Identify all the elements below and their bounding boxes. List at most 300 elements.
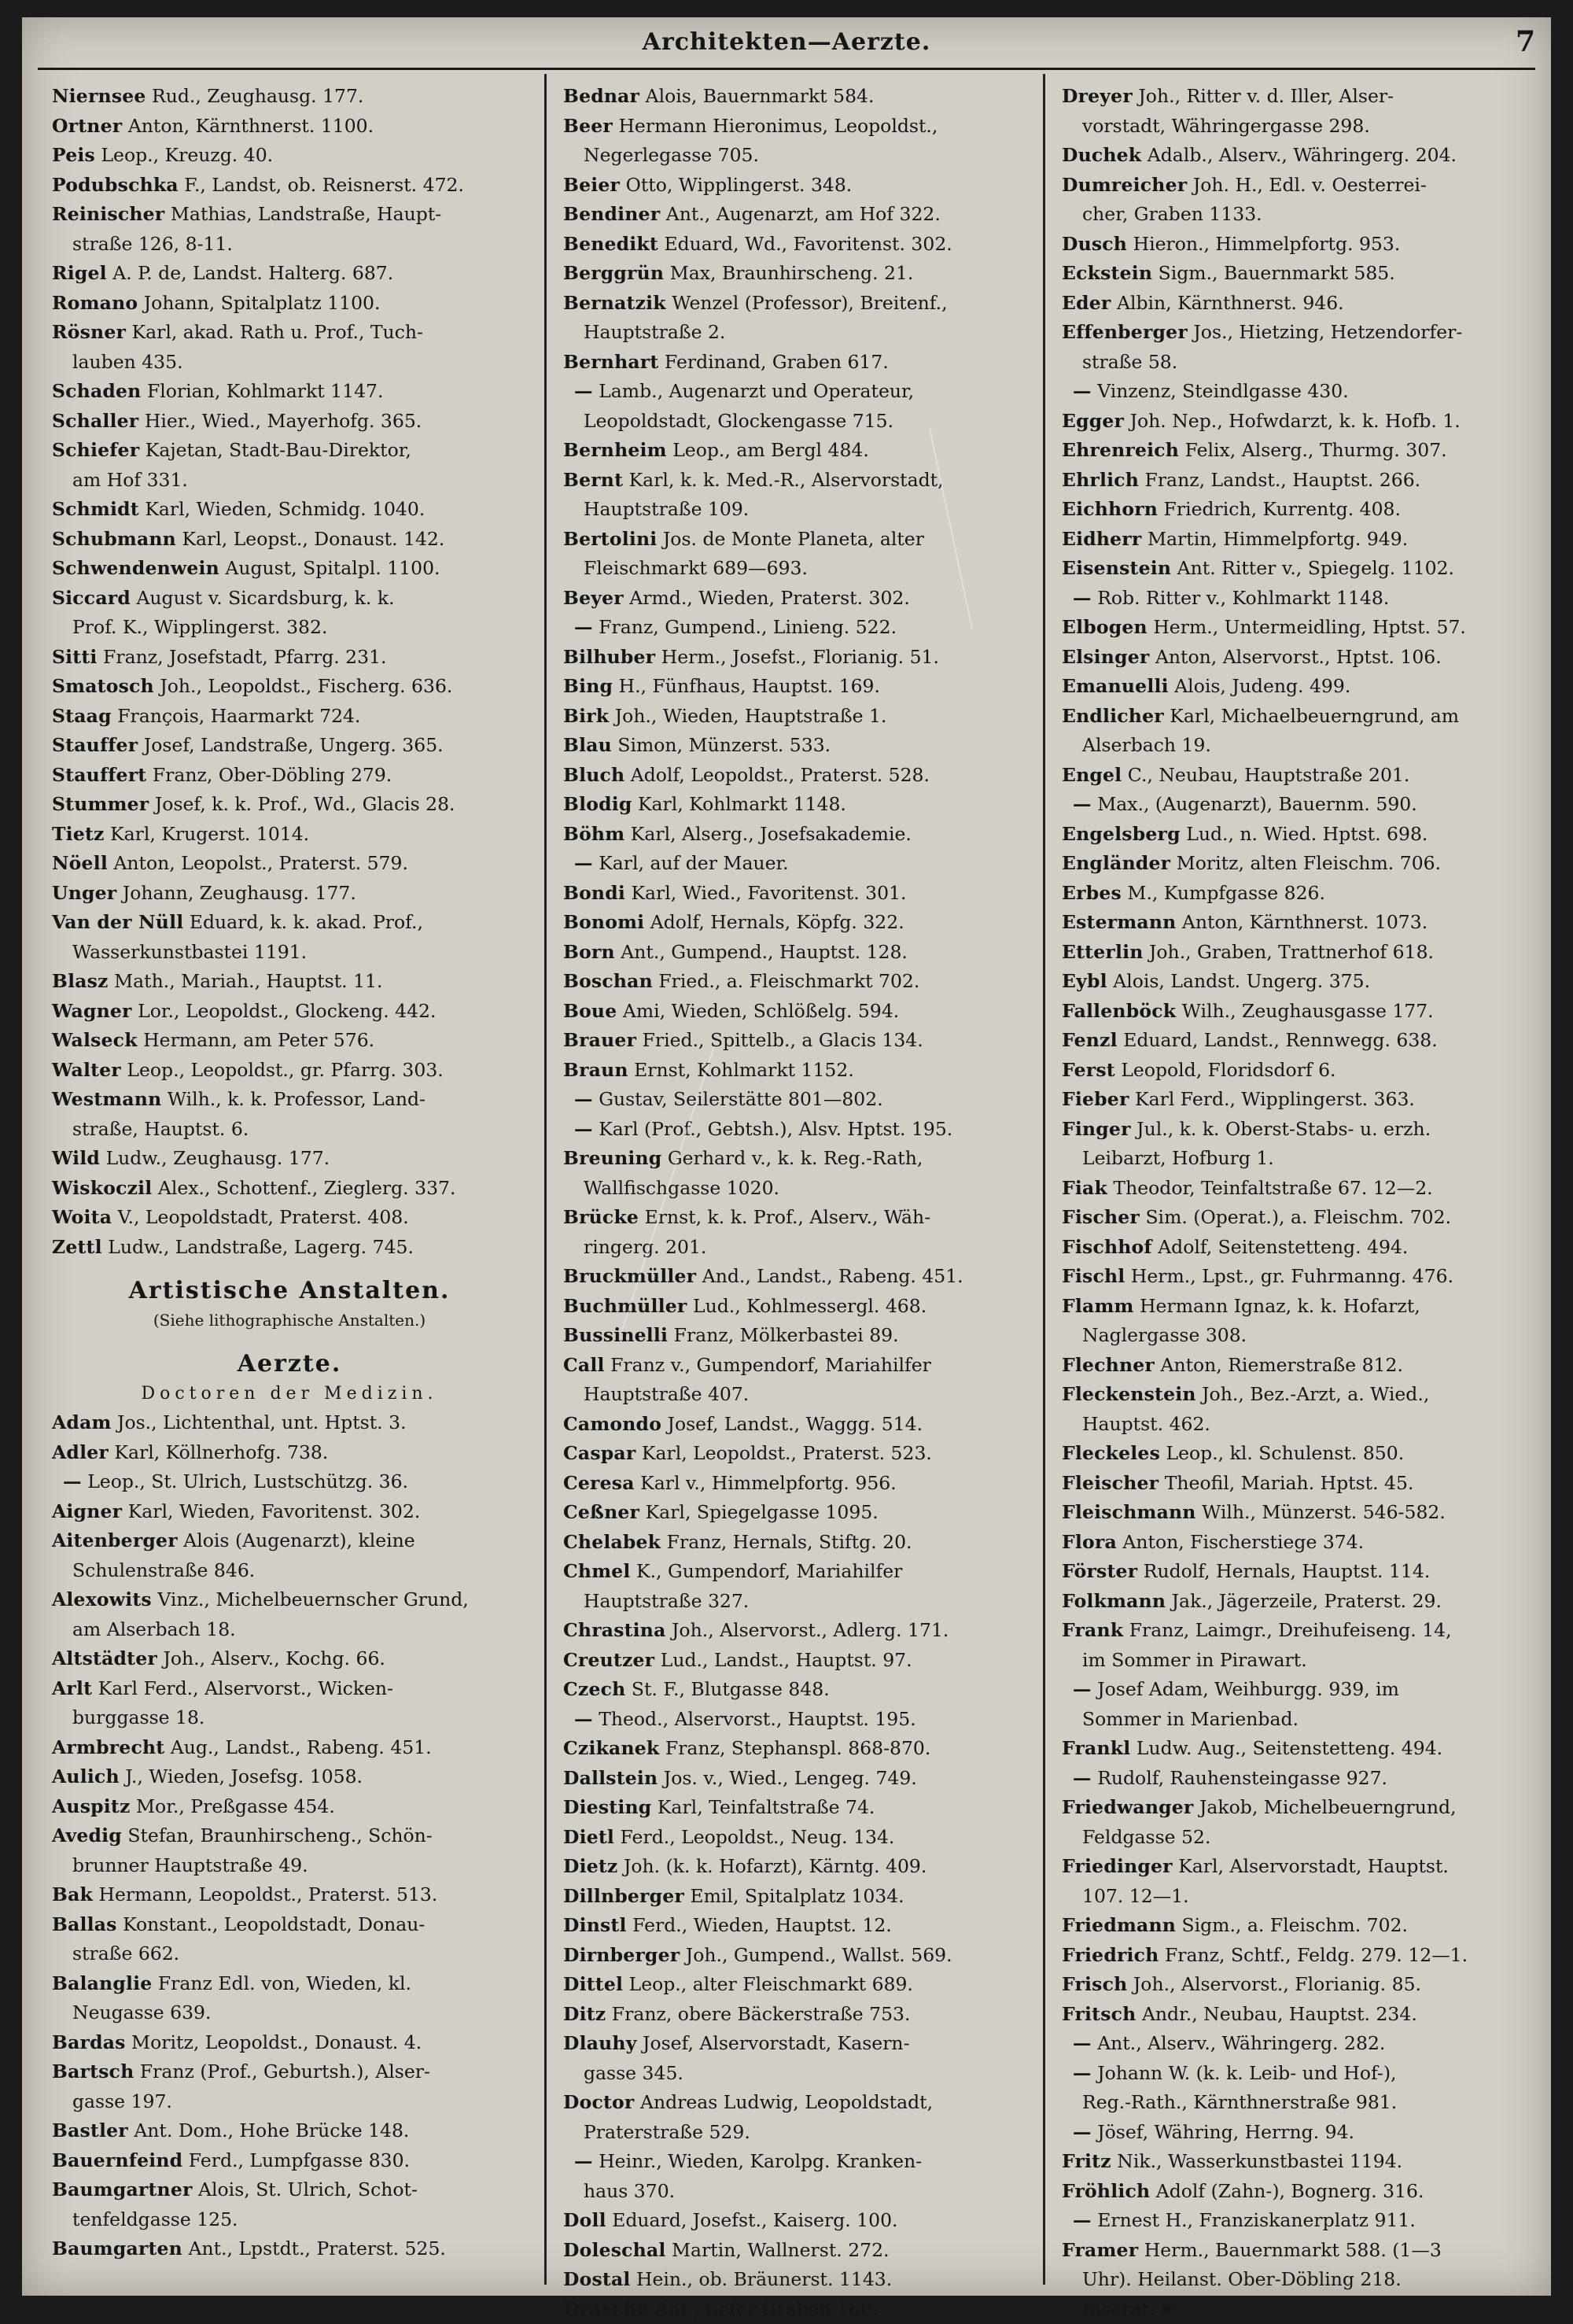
directory-entry: [52, 2175, 527, 2205]
directory-entry: [1062, 1174, 1537, 1204]
entry-details: Andreas Ludwig, Leopoldstadt,: [640, 2091, 933, 2113]
directory-entry: [563, 82, 1038, 112]
directory-entry: [1062, 1233, 1537, 1263]
entry-details: Emil, Spitalplatz 1034.: [690, 1885, 904, 1907]
entry-details: August, Spitalpl. 1100.: [225, 557, 440, 579]
entry-surname: Caspar: [563, 1442, 635, 1464]
directory-entry: [1062, 1351, 1537, 1381]
directory-entry: [52, 2057, 527, 2087]
entry-details: Jösef, Währing, Herrng. 94.: [1097, 2121, 1354, 2143]
directory-entry: [1062, 908, 1537, 938]
entry-details: Eduard, Landst., Rennwegg. 638.: [1123, 1029, 1438, 1051]
entry-surname: Fischhof: [1062, 1236, 1152, 1258]
directory-entry: [563, 790, 1038, 820]
entry-details: Moritz, Leopoldst., Donaust. 4.: [131, 2031, 422, 2053]
section-heading: Artistische Anstalten.: [52, 1276, 527, 1306]
entry-details: Sigm., Bauernmarkt 585.: [1159, 262, 1395, 284]
entry-surname: —: [1073, 1678, 1092, 1700]
entry-details: Adolf, Leopoldst., Praterst. 528.: [631, 764, 930, 786]
directory-entry: [52, 2028, 527, 2058]
directory-entry: [563, 2265, 1038, 2295]
column-2: [563, 82, 1038, 2285]
entry-surname: Ortner: [52, 115, 122, 137]
directory-entry: [563, 2000, 1038, 2030]
directory-entry: [52, 849, 527, 879]
entry-surname: Schmidt: [52, 498, 139, 520]
entry-surname: Endlicher: [1062, 705, 1164, 727]
entry-details: Rudolf, Hernals, Hauptst. 114.: [1144, 1560, 1431, 1582]
entry-details: Gustav, Seilerstätte 801—802.: [599, 1088, 883, 1110]
directory-entry: [563, 643, 1038, 673]
entry-continuation: [52, 1556, 527, 1586]
directory-entry: [52, 289, 527, 319]
directory-entry: [1062, 2236, 1537, 2266]
entry-details: Max., (Augenarzt), Bauernm. 590.: [1097, 793, 1417, 815]
entry-surname: —: [574, 380, 593, 402]
directory-entry: [563, 1705, 1038, 1735]
directory-entry: [52, 584, 527, 614]
entry-details: Alex., Schottenf., Zieglerg. 337.: [158, 1177, 456, 1199]
entry-details: Jos. de Monte Planeta, alter: [663, 528, 924, 550]
entry-details: Herm., Lpst., gr. Fuhrmanng. 476.: [1131, 1265, 1453, 1287]
entry-surname: Elsinger: [1062, 646, 1149, 668]
entry-continuation: [1062, 1646, 1537, 1676]
entry-surname: Fleckeles: [1062, 1442, 1160, 1464]
entry-details: Ludw. Aug., Seitenstetteng. 494.: [1136, 1737, 1442, 1759]
entry-surname: Eybl: [1062, 970, 1107, 992]
entry-details: Karl, auf der Mauer.: [599, 852, 788, 874]
entry-continuation: [1062, 2295, 1537, 2324]
directory-entry: [52, 525, 527, 555]
directory-entry: [52, 1526, 527, 1556]
entry-surname: Friedinger: [1062, 1855, 1173, 1877]
entry-surname: Finger: [1062, 1118, 1131, 1140]
entry-surname: Woita: [52, 1206, 112, 1228]
entry-surname: Bastler: [52, 2119, 128, 2141]
entry-surname: Adam: [52, 1411, 112, 1433]
directory-entry: [563, 230, 1038, 260]
directory-entry: [563, 820, 1038, 850]
entry-details: Hein., ob. Bräunerst. 1143.: [636, 2268, 892, 2290]
entry-surname: Doleschal: [563, 2239, 666, 2261]
entry-details: Gerhard v., k. k. Reg.-Rath,: [668, 1147, 923, 1169]
directory-entry: [1062, 1203, 1537, 1233]
entry-surname: Dostal: [563, 2268, 631, 2290]
directory-entry: [1062, 643, 1537, 673]
entry-details: Anton, Kärnthnerst. 1100.: [128, 115, 374, 137]
directory-entry: [1062, 1292, 1537, 1322]
directory-entry: [52, 1792, 527, 1822]
entry-surname: Friedmann: [1062, 1914, 1176, 1936]
entry-details: Alois, Landst. Ungerg. 375.: [1113, 970, 1370, 992]
directory-entry: [563, 259, 1038, 289]
entry-details: J., Wieden, Josefsg. 1058.: [125, 1765, 363, 1787]
entry-details: Hauptstraße 327.: [584, 1590, 749, 1612]
entry-surname: —: [574, 2150, 593, 2172]
directory-entry: [52, 879, 527, 909]
entry-details: Johann, Zeughausg. 177.: [123, 882, 356, 904]
directory-entry: [563, 1882, 1038, 1912]
directory-entry: [1062, 1793, 1537, 1823]
entry-details: Franz, Josefstadt, Pfarrg. 231.: [103, 646, 386, 668]
entry-details: Franz, Landst., Hauptst. 266.: [1145, 469, 1421, 491]
directory-entry: [563, 672, 1038, 702]
entry-details: Karl, k. k. Med.-R., Alservorstadt,: [629, 469, 944, 491]
directory-entry: [1062, 2177, 1537, 2207]
entry-surname: Engländer: [1062, 852, 1170, 874]
entry-surname: Dallstein: [563, 1767, 658, 1789]
entry-continuation: [563, 554, 1038, 584]
directory-entry: [1062, 613, 1537, 643]
entry-surname: Birk: [563, 705, 609, 727]
entry-details: Praterstraße 529.: [584, 2121, 750, 2143]
entry-details: Joh., Alservorst., Adlerg. 171.: [672, 1619, 949, 1641]
entry-surname: —: [1073, 2062, 1092, 2084]
directory-entry: [52, 908, 527, 938]
directory-entry: [563, 200, 1038, 230]
directory-entry: [1062, 938, 1537, 968]
entry-surname: Arlt: [52, 1677, 92, 1699]
header-rule: [38, 68, 1535, 70]
entry-details: And., Landst., Rabeng. 451.: [702, 1265, 963, 1287]
entry-details: Math., Mariah., Hauptst. 11.: [114, 970, 382, 992]
directory-entry: [52, 82, 527, 112]
entry-surname: Drasche: [563, 2298, 649, 2320]
directory-entry: [563, 171, 1038, 201]
directory-entry: [563, 1203, 1038, 1233]
directory-entry: [52, 1203, 527, 1233]
directory-entry: [563, 1528, 1038, 1558]
entry-details: Wilh., k. k. Professor, Land-: [168, 1088, 425, 1110]
entry-details: Ant., Gumpend., Hauptst. 128.: [621, 941, 908, 963]
entry-surname: Baumgarten: [52, 2237, 182, 2259]
entry-details: Ludw., Zeughausg. 177.: [106, 1147, 330, 1169]
entry-details: Ant., Alserv., Währingerg. 282.: [1097, 2032, 1385, 2054]
entry-details: Eduard, Wd., Favoritenst. 302.: [664, 233, 952, 255]
directory-entry: [1062, 141, 1537, 171]
entry-details: Karl, Leopoldst., Praterst. 523.: [642, 1442, 932, 1464]
entry-details: Hermann, am Peter 576.: [143, 1029, 374, 1051]
entry-surname: Sitti: [52, 646, 98, 668]
directory-entry: [52, 1233, 527, 1263]
entry-surname: —: [574, 852, 593, 874]
entry-continuation: [563, 495, 1038, 525]
entry-details: Karl, Krugerst. 1014.: [110, 823, 309, 845]
directory-entry: [563, 702, 1038, 732]
entry-details: Hauptst. 462.: [1082, 1413, 1210, 1435]
entry-details: Josef, Landstraße, Ungerg. 365.: [144, 734, 444, 756]
entry-continuation: [52, 230, 527, 260]
entry-surname: Bartsch: [52, 2060, 134, 2082]
entry-details: Lud., n. Wied. Hptst. 698.: [1186, 823, 1427, 845]
entry-details: Friedrich, Kurrentg. 408.: [1164, 498, 1401, 520]
section-note: (Siehe lithographische Anstalten.): [52, 1306, 527, 1336]
page-header: [22, 28, 1551, 66]
entry-details: Ferd., Wieden, Hauptst. 12.: [632, 1914, 892, 1936]
entry-surname: Brauer: [563, 1029, 636, 1051]
directory-entry: [1062, 466, 1537, 496]
entry-details: Mor., Preßgasse 454.: [136, 1795, 335, 1817]
directory-entry: [52, 997, 527, 1027]
entry-surname: Frank: [1062, 1619, 1123, 1641]
directory-entry: [563, 1439, 1038, 1469]
directory-entry: [1062, 1852, 1537, 1882]
entry-surname: Beyer: [563, 587, 624, 609]
directory-entry: [563, 1675, 1038, 1705]
entry-surname: Bertolini: [563, 528, 657, 550]
entry-surname: Effenberger: [1062, 321, 1188, 343]
entry-surname: Dietz: [563, 1855, 617, 1877]
directory-entry: [52, 1056, 527, 1086]
directory-entry: [52, 436, 527, 466]
page-number: 7: [1516, 25, 1535, 58]
entry-surname: Stauffert: [52, 764, 146, 786]
directory-entry: [1062, 1616, 1537, 1646]
entry-details: Lud., Kohlmessergl. 468.: [693, 1295, 926, 1317]
entry-surname: Chelabek: [563, 1531, 661, 1553]
entry-surname: Tietz: [52, 823, 105, 845]
entry-details: Adolf, Hernals, Köpfg. 322.: [650, 911, 904, 933]
entry-continuation: [52, 1615, 527, 1645]
entry-surname: Boschan: [563, 970, 653, 992]
entry-surname: Siccard: [52, 587, 131, 609]
directory-entry: [52, 1144, 527, 1174]
entry-surname: Fischl: [1062, 1265, 1125, 1287]
entry-details: Franz, Hernals, Stiftg. 20.: [667, 1531, 912, 1553]
directory-entry: [563, 1351, 1038, 1381]
directory-entry: [52, 643, 527, 673]
directory-entry: [563, 2088, 1038, 2118]
entry-surname: Podubschka: [52, 174, 179, 196]
entry-details: Karl (Prof., Gebtsh.), Alsv. Hptst. 195.: [599, 1118, 952, 1140]
entry-surname: Fiak: [1062, 1177, 1107, 1199]
entry-surname: Schwendenwein: [52, 557, 219, 579]
entry-details: Inserat. ☛: [1082, 2298, 1177, 2320]
directory-entry: [1062, 82, 1537, 112]
entry-surname: Rösner: [52, 321, 126, 343]
directory-entry: [563, 1056, 1038, 1086]
directory-entry: [1062, 318, 1537, 348]
entry-surname: Ehrlich: [1062, 469, 1139, 491]
entry-surname: Engel: [1062, 764, 1122, 786]
entry-surname: Fleischer: [1062, 1472, 1159, 1494]
entry-details: Leop., St. Ulrich, Lustschützg. 36.: [87, 1470, 408, 1492]
directory-entry: [1062, 495, 1537, 525]
entry-surname: Dirnberger: [563, 1944, 680, 1966]
entry-surname: Staag: [52, 705, 112, 727]
entry-details: Karl, Köllnerhofg. 738.: [114, 1441, 328, 1463]
entry-surname: Blasz: [52, 970, 109, 992]
directory-entry: [1062, 1262, 1537, 1292]
directory-entry: [52, 200, 527, 230]
entry-details: Karl Ferd., Wipplingerst. 363.: [1135, 1088, 1415, 1110]
directory-entry: [563, 2147, 1038, 2177]
entry-surname: Engelsberg: [1062, 823, 1181, 845]
directory-entry: [52, 1085, 527, 1115]
entry-details: Franz, Gumpend., Linieng. 522.: [599, 616, 897, 638]
entry-surname: Flora: [1062, 1531, 1117, 1553]
entry-details: Leop., Leopoldst., gr. Pfarrg. 303.: [127, 1059, 443, 1081]
entry-details: Vinzenz, Steindlgasse 430.: [1097, 380, 1349, 402]
entry-details: Leop., Kreuzg. 40.: [101, 144, 273, 166]
entry-details: Wallfischgasse 1020.: [584, 1177, 779, 1199]
entry-details: Karl v., Himmelpfortg. 956.: [640, 1472, 897, 1494]
entry-details: Joh., Alservorst., Florianig. 85.: [1133, 1973, 1421, 1995]
entry-details: Konstant., Leopoldstadt, Donau-: [123, 1913, 425, 1935]
directory-entry: [52, 407, 527, 437]
entry-details: Fried., Spittelb., a Glacis 134.: [643, 1029, 923, 1051]
entry-continuation: [563, 1233, 1038, 1263]
entry-details: A. P. de, Landst. Halterg. 687.: [112, 262, 393, 284]
entry-details: 107. 12—1.: [1082, 1885, 1189, 1907]
directory-entry: [1062, 967, 1537, 997]
entry-continuation: [1062, 2088, 1537, 2118]
entry-surname: Nöell: [52, 852, 108, 874]
entry-continuation: [563, 141, 1038, 171]
entry-surname: —: [1073, 2209, 1092, 2231]
directory-page: [22, 17, 1551, 2296]
entry-details: Rud., Zeughausg. 177.: [152, 85, 363, 107]
directory-entry: [52, 1585, 527, 1615]
directory-entry: [563, 1292, 1038, 1322]
entry-details: Wilh., Münzerst. 546-582.: [1202, 1501, 1446, 1523]
entry-details: Nik., Wasserkunstbastei 1194.: [1117, 2150, 1402, 2172]
entry-continuation: [1062, 2265, 1537, 2295]
entry-surname: Bussinelli: [563, 1324, 668, 1346]
entry-details: Leop., am Bergl 484.: [672, 439, 869, 461]
entry-continuation: [1062, 1144, 1537, 1174]
entry-details: Franz, Schtf., Feldg. 279. 12—1.: [1165, 1944, 1468, 1966]
entry-surname: Camondo: [563, 1413, 661, 1435]
directory-entry: [52, 761, 527, 791]
directory-entry: [52, 1644, 527, 1674]
entry-surname: Doll: [563, 2209, 606, 2231]
entry-continuation: [1062, 1321, 1537, 1351]
entry-details: Karl, Teinfaltstraße 74.: [658, 1796, 875, 1818]
entry-details: Max, Braunhirscheng. 21.: [670, 262, 914, 284]
entry-details: Hauptstraße 2.: [584, 321, 725, 343]
directory-entry: [1062, 761, 1537, 791]
entry-surname: Auspitz: [52, 1795, 131, 1817]
entry-details: Franz, Mölkerbastei 89.: [674, 1324, 899, 1346]
entry-surname: Niernsee: [52, 85, 146, 107]
directory-entry: [1062, 2029, 1537, 2059]
entry-details: vorstadt, Währingergasse 298.: [1082, 115, 1370, 137]
directory-entry: [563, 1793, 1038, 1823]
entry-details: haus 370.: [584, 2180, 675, 2202]
entry-surname: Flechner: [1062, 1354, 1155, 1376]
entry-surname: Fritz: [1062, 2150, 1111, 2172]
entry-details: Ferdinand, Graben 617.: [665, 351, 889, 373]
entry-surname: Unger: [52, 882, 116, 904]
entry-surname: Bendiner: [563, 203, 660, 225]
directory-entry: [563, 1115, 1038, 1145]
entry-surname: Diesting: [563, 1796, 651, 1818]
entry-details: Aug., Landst., Rabeng. 451.: [171, 1736, 432, 1758]
entry-surname: Dreyer: [1062, 85, 1133, 107]
entry-details: Fleischmarkt 689—693.: [584, 557, 808, 579]
entry-surname: Ceresa: [563, 1472, 635, 1494]
entry-surname: Czech: [563, 1678, 625, 1700]
entry-surname: Eichhorn: [1062, 498, 1158, 520]
directory-entry: [1062, 584, 1537, 614]
entry-details: Lor., Leopoldst., Glockeng. 442.: [138, 1000, 436, 1022]
directory-entry: [1062, 1469, 1537, 1499]
entry-surname: Böhm: [563, 823, 624, 845]
entry-continuation: [563, 1174, 1038, 1204]
entry-surname: Etterlin: [1062, 941, 1144, 963]
entry-details: Franz, Stephanspl. 868-870.: [665, 1737, 930, 1759]
entry-surname: Schubmann: [52, 528, 176, 550]
entry-details: Johann, Spitalplatz 1100.: [144, 292, 381, 314]
entry-details: Ant., Augenarzt, am Hof 322.: [666, 203, 941, 225]
entry-details: Herm., Josefst., Florianig. 51.: [661, 646, 939, 668]
entry-details: François, Haarmarkt 724.: [117, 705, 360, 727]
directory-entry: [563, 731, 1038, 761]
entry-details: Wasserkunstbastei 1191.: [72, 941, 307, 963]
entry-details: Neugasse 639.: [72, 2001, 211, 2023]
entry-details: Reg.-Rath., Kärnthnerstraße 981.: [1082, 2091, 1397, 2113]
entry-surname: Ehrenreich: [1062, 439, 1179, 461]
entry-surname: Fenzl: [1062, 1029, 1118, 1051]
entry-surname: Dinstl: [563, 1914, 627, 1936]
entry-details: Adalb., Alserv., Währingerg. 204.: [1148, 144, 1457, 166]
directory-entry: [52, 2116, 527, 2146]
entry-surname: Eder: [1062, 292, 1111, 314]
entry-details: Alois, St. Ulrich, Schot-: [198, 2178, 418, 2200]
entry-continuation: [563, 407, 1038, 437]
entry-details: Anton, Fischerstiege 374.: [1122, 1531, 1364, 1553]
directory-entry: [1062, 1970, 1537, 2000]
entry-surname: —: [1073, 587, 1092, 609]
entry-details: Joh. H., Edl. v. Oesterrei-: [1193, 174, 1427, 196]
entry-details: Karl, Wied., Favoritenst. 301.: [631, 882, 906, 904]
directory-entry: [563, 1734, 1038, 1764]
entry-surname: Baumgartner: [52, 2178, 193, 2200]
entry-details: M., Kumpfgasse 826.: [1127, 882, 1325, 904]
entry-details: Joh. Nep., Hofwdarzt, k. k. Hofb. 1.: [1130, 410, 1461, 432]
entry-details: Franz v., Gumpendorf, Mariahilfer: [610, 1354, 931, 1376]
entry-details: Josef, k. k. Prof., Wd., Glacis 28.: [155, 793, 455, 815]
entry-details: V., Leopoldstadt, Praterst. 408.: [118, 1206, 409, 1228]
entry-details: tenfeldgasse 125.: [72, 2208, 238, 2230]
entry-surname: Bednar: [563, 85, 639, 107]
entry-surname: Doctor: [563, 2091, 634, 2113]
entry-details: Anton, Kärnthnerst. 1073.: [1182, 911, 1427, 933]
directory-entry: [52, 495, 527, 525]
entry-surname: Dusch: [1062, 233, 1127, 255]
section-subheading: Doctoren der Medizin.: [52, 1379, 527, 1409]
directory-entry: [563, 1410, 1038, 1440]
entry-details: Armd., Wieden, Praterst. 302.: [629, 587, 910, 609]
entry-surname: Romano: [52, 292, 138, 314]
entry-continuation: [1062, 200, 1537, 230]
directory-entry: [1062, 2000, 1537, 2030]
entry-details: Joh., Leopoldst., Fischerg. 636.: [160, 675, 452, 697]
entry-continuation: [563, 2177, 1038, 2207]
entry-details: Lamb., Augenarzt und Operateur,: [599, 380, 914, 402]
entry-surname: Armbrecht: [52, 1736, 164, 1758]
entry-surname: Czikanek: [563, 1737, 659, 1759]
entry-surname: Bruckmüller: [563, 1265, 696, 1287]
entry-details: Vinz., Michelbeuernscher Grund,: [157, 1588, 468, 1610]
entry-details: Jos., Lichtenthal, unt. Hptst. 3.: [117, 1411, 407, 1433]
entry-details: Adolf (Zahn-), Bognerg. 316.: [1156, 2180, 1424, 2202]
entry-details: Jos. v., Wied., Lengeg. 749.: [664, 1767, 917, 1789]
entry-surname: Flamm: [1062, 1295, 1134, 1317]
entry-surname: Alexowits: [52, 1588, 152, 1610]
entry-details: Hier., Wied., Mayerhofg. 365.: [145, 410, 422, 432]
